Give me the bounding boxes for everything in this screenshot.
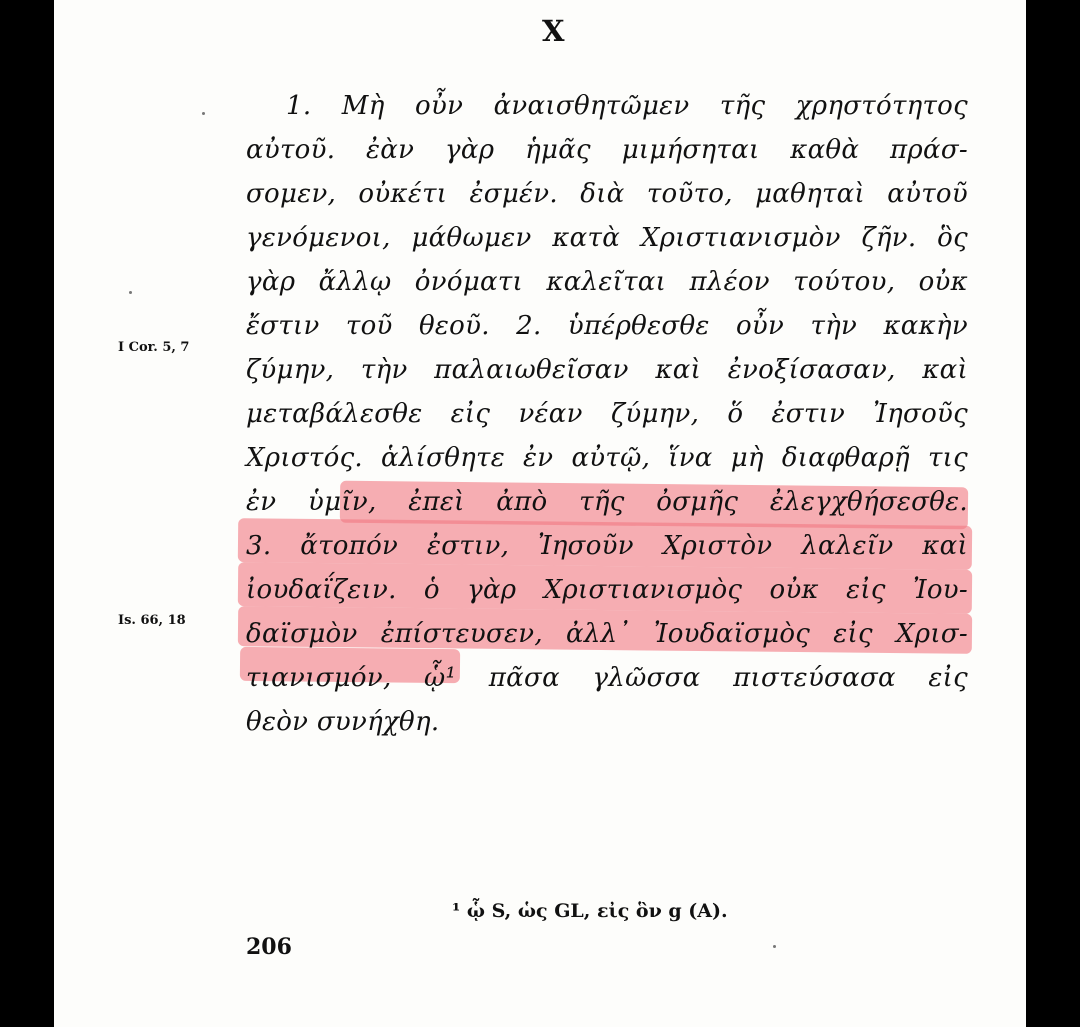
margin-reference: I Cor. 5, 7 <box>118 340 190 355</box>
text-line: δαϊσμὸν ἐπίστευσεν, ἀλλ᾽ Ἰουδαϊσμὸς εἰς Χρισ- <box>246 619 968 649</box>
text-line: γὰρ ἄλλῳ ὀνόματι καλεῖται πλέον τούτου, οὐκ <box>246 267 968 297</box>
text-line: Χριστός. ἁλίσθητε ἐν αὐτῷ, ἵνα μὴ διαφθαρῇ τις <box>246 443 968 473</box>
text-line: ἰουδαΐζειν. ὁ γὰρ Χριστιανισμὸς οὐκ εἰς Ἰου- <box>246 575 968 605</box>
scan-speck <box>202 112 205 115</box>
text-line: μεταβάλεσθε εἰς νέαν ζύμην, ὅ ἐστιν Ἰησοῦς <box>246 399 968 429</box>
text-line: ἔστιν τοῦ θεοῦ. 2. ὑπέρθεσθε οὖν τὴν κακὴν <box>246 311 968 341</box>
scan-speck <box>773 945 776 948</box>
footnote: ¹ ᾧ S, ὡς GL, εἰς ὃν g (A). <box>452 900 728 922</box>
text-line: γενόμενοι, μάθωμεν κατὰ Χριστιανισμὸν ζῆν. ὃς <box>246 223 968 253</box>
text-line: αὐτοῦ. ἐὰν γὰρ ἡμᾶς μιμήσηται καθὰ πράσ- <box>246 135 968 165</box>
text-line: θεὸν συνήχθη. <box>246 707 440 737</box>
text-line: ἐν ὑμῖν, ἐπεὶ ἀπὸ τῆς ὀσμῆς ἐλεγχθήσεσθε. <box>246 487 968 517</box>
page-number: 206 <box>246 934 292 960</box>
margin-reference: Is. 66, 18 <box>118 613 186 628</box>
text-line: σομεν, οὐκέτι ἐσμέν. διὰ τοῦτο, μαθηταὶ αὐτοῦ <box>246 179 968 209</box>
chapter-heading: X <box>542 14 565 48</box>
text-line: τιανισμόν, ᾧ¹ πᾶσα γλῶσσα πιστεύσασα εἰς <box>246 663 968 693</box>
scan-speck <box>129 291 132 294</box>
text-line: ζύμην, τὴν παλαιωθεῖσαν καὶ ἐνοξίσασαν, καὶ <box>246 355 968 385</box>
text-line: 1. Μὴ οὖν ἀναισθητῶμεν τῆς χρηστότητος <box>286 91 968 121</box>
text-line: 3. ἄτοπόν ἐστιν, Ἰησοῦν Χριστὸν λαλεῖν καὶ <box>246 531 968 561</box>
